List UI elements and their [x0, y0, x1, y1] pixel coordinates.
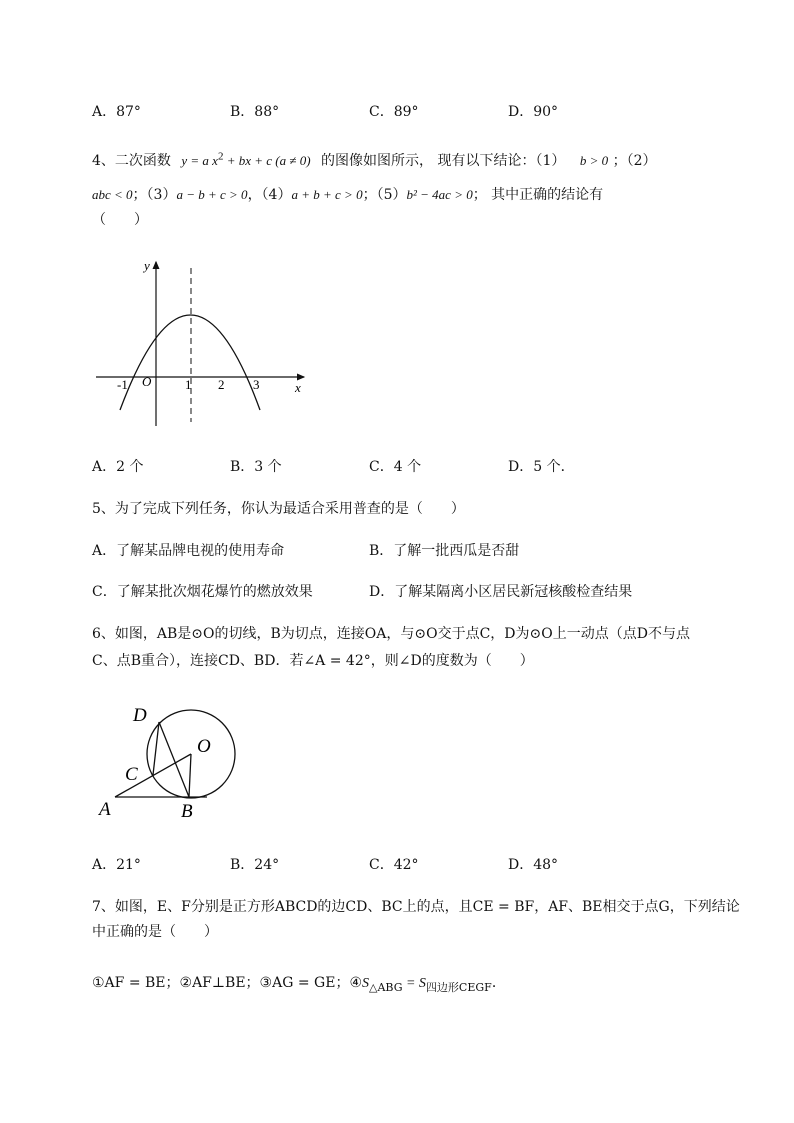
q4-conclusion-1: b > 0 [579, 153, 609, 168]
q4-conclusion-2: abc < 0 [92, 187, 133, 202]
q5-option-c: C．了解某批次烟花爆竹的燃放效果 [92, 584, 313, 600]
q5-option-d: D．了解某隔离小区居民新冠核酸检查结果 [369, 584, 633, 600]
q7-conclusion-text: ①AF = BE；②AF⊥BE；③AG = GE；④ [92, 975, 362, 991]
q4-parabola-graph [90, 250, 310, 430]
q7-stem-line1: 7、如图，E、F分别是正方形ABCD的边CD、BC上的点，且CE = BF，AF、BE相交于点G，下列结论 [92, 899, 740, 915]
q3-option-b: B．88° [230, 104, 280, 120]
q7-area-eq: = S [402, 976, 426, 991]
label-b: B [181, 801, 193, 822]
q4-stem-end: ； 其中正确的结论有 [472, 187, 604, 203]
q7-area-s1: S [362, 976, 369, 991]
q3-option-a: A．87° [92, 104, 141, 120]
q4-func-exp: 2 [217, 150, 224, 163]
q4-option-a: A．2 个 [92, 459, 144, 475]
tick-label-3: 3 [253, 377, 260, 392]
q4-c4-label: ，（4） [247, 187, 292, 203]
q4-sep-1: ；（2） [612, 153, 657, 169]
segment-ob [189, 754, 191, 797]
q4-c5-label: ；（5） [362, 187, 407, 203]
q6-circle-figure [95, 700, 255, 830]
label-d: D [133, 705, 147, 726]
label-c: C [125, 764, 138, 785]
q4-stem-mid: 的图像如图所示， 现有以下结论：（1） [321, 153, 566, 169]
q4-c3-label: ；（3） [132, 187, 177, 203]
q4-func-x: x [212, 153, 218, 168]
q7-conclusions [92, 972, 506, 995]
q5-option-b: B．了解一批西瓜是否甜 [369, 543, 520, 559]
q4-stem [92, 150, 657, 170]
q6-option-b: B．24° [230, 857, 280, 873]
q7-stem-line2: 中正确的是（ ） [92, 924, 218, 940]
q4-stem-prefix: 4、二次函数 [92, 153, 171, 169]
tick-label-neg1: -1 [117, 377, 128, 392]
q6-option-c: C．42° [369, 857, 419, 873]
q4-option-d: D．5 个． [508, 459, 575, 475]
q4-option-b: B．3 个 [230, 459, 282, 475]
q5-option-a: A．了解某品牌电视的使用寿命 [92, 543, 285, 559]
q4-conclusion-5: b² − 4ac > 0 [406, 187, 473, 202]
label-o: O [197, 736, 211, 757]
q7-area-sub1: △ABG [369, 980, 403, 994]
q4-conclusion-4: a + b + c > 0 [291, 187, 363, 202]
q4-func-rest: + bx + c (a ≠ 0) [226, 153, 311, 168]
origin-label: O [142, 374, 152, 389]
q3-option-c: C．89° [369, 104, 419, 120]
q4-stem-line2 [92, 184, 603, 204]
label-a: A [99, 799, 111, 820]
parabola-curve [120, 315, 260, 410]
q6-stem-line2: C、点B重合），连接CD、BD．若∠A = 42°，则∠D的度数为（ ） [92, 653, 534, 669]
y-axis-label: y [144, 258, 150, 273]
q5-stem: 5、为了完成下列任务，你认为最适合采用普查的是（ ） [92, 501, 465, 517]
q7-area-sub2: 四边形CEGF [425, 980, 492, 994]
q4-answer-paren: （ ） [92, 212, 148, 228]
q4-func-y: y = a [181, 153, 209, 168]
q6-option-d: D．48° [508, 857, 559, 873]
tick-label-2: 2 [218, 377, 225, 392]
q7-end: ． [491, 975, 506, 991]
q4-function [181, 150, 311, 168]
segment-bd [159, 722, 189, 797]
q6-option-a: A．21° [92, 857, 141, 873]
tick-label-1: 1 [185, 377, 192, 392]
q3-option-d: D．90° [508, 104, 559, 120]
q6-stem-line1: 6、如图，AB是⊙O的切线，B为切点，连接OA，与⊙O交于点C，D为⊙O上一动点（点D不与点 [92, 626, 690, 642]
x-axis-label: x [295, 380, 301, 395]
q4-option-c: C．4 个 [369, 459, 422, 475]
q4-conclusion-3: a − b + c > 0 [176, 187, 248, 202]
